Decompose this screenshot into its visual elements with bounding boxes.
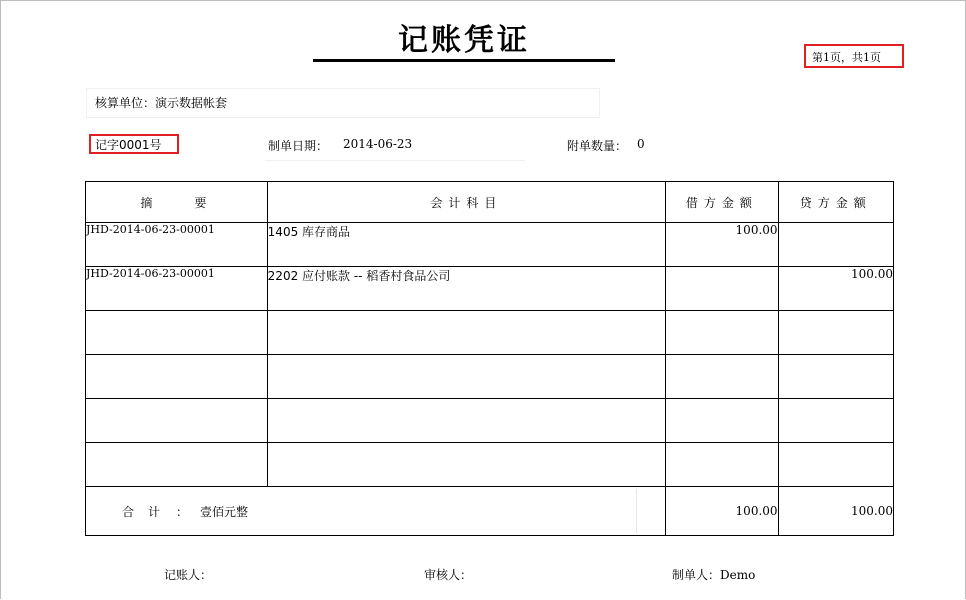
debit-cell	[666, 267, 778, 311]
header-account: 会计科目	[267, 182, 665, 223]
voucher-table	[85, 181, 894, 536]
debit-cell: 100.00	[666, 223, 778, 267]
summary-cell	[86, 355, 268, 399]
summary-cell: JHD-2014-06-23-00001	[86, 267, 268, 311]
bookkeeper-label: 记账人：	[164, 568, 213, 582]
debit-cell	[666, 311, 778, 355]
header-row	[86, 182, 894, 223]
summary-cell: JHD-2014-06-23-00001	[86, 223, 268, 267]
preparer-label: 制单人：	[672, 568, 721, 582]
page-indicator: 第1页，共1页	[804, 44, 904, 68]
entity-label: 核算单位：	[95, 96, 156, 110]
entity-info	[86, 88, 600, 118]
credit-cell	[778, 223, 893, 267]
summary-cell	[86, 399, 268, 443]
account-cell: 2202 应付账款 -- 稻香村食品公司	[267, 267, 665, 311]
summary-cell	[86, 311, 268, 355]
entity-name: 演示数据帐套	[155, 96, 228, 110]
attachments-label: 附单数量：	[567, 139, 628, 153]
voucher-title: 记账凭证	[398, 23, 530, 58]
total-debit: 100.00	[666, 487, 778, 536]
header-credit: 贷方金额	[778, 182, 893, 223]
table-row	[86, 311, 894, 355]
credit-cell	[778, 355, 893, 399]
table-row	[86, 443, 894, 487]
debit-cell	[666, 443, 778, 487]
credit-cell	[778, 311, 893, 355]
total-colon: ：	[176, 504, 189, 519]
debit-cell	[666, 399, 778, 443]
total-label: 合计	[122, 504, 175, 519]
title-underline	[313, 59, 615, 62]
header-debit: 借方金额	[666, 182, 778, 223]
credit-cell: 100.00	[778, 267, 893, 311]
reviewer-signature	[424, 566, 472, 583]
total-cell	[86, 487, 666, 536]
table-row	[86, 223, 894, 267]
total-credit: 100.00	[778, 487, 893, 536]
total-amount-words: 壹佰元整	[200, 504, 249, 519]
account-cell	[267, 399, 665, 443]
header-summary: 摘 要	[86, 182, 268, 223]
date-label: 制单日期：	[268, 139, 329, 153]
credit-cell	[778, 399, 893, 443]
summary-cell	[86, 443, 268, 487]
date-underline	[265, 160, 525, 161]
reviewer-label: 审核人：	[424, 568, 473, 582]
preparer-signature	[672, 566, 755, 583]
bookkeeper-signature	[164, 566, 212, 583]
table-row	[86, 267, 894, 311]
account-cell	[267, 443, 665, 487]
account-cell: 1405 库存商品	[267, 223, 665, 267]
total-row	[86, 487, 894, 536]
preparer-value: Demo	[720, 568, 756, 582]
account-cell	[267, 355, 665, 399]
account-cell	[267, 311, 665, 355]
attachments-value: 0	[637, 137, 645, 151]
credit-cell	[778, 443, 893, 487]
voucher-number: 记字0001号	[89, 134, 179, 154]
debit-cell	[666, 355, 778, 399]
table-row	[86, 399, 894, 443]
table-row	[86, 355, 894, 399]
date-value: 2014-06-23	[343, 137, 413, 151]
